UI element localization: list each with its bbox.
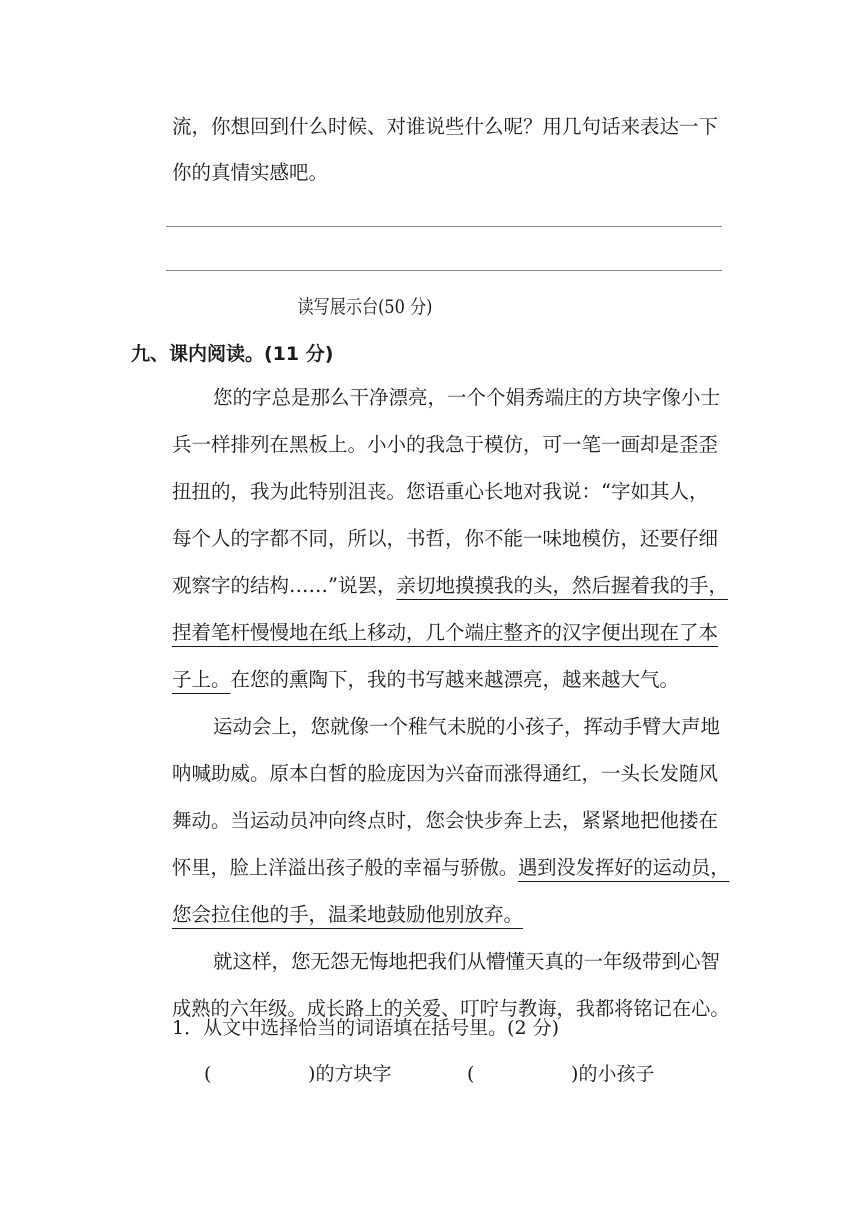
underlined-text: 子上。: [172, 668, 231, 691]
intro-line-2: 你的真情实感吧。: [172, 161, 329, 184]
passage-line: 每个人的字都不同，所以，书哲，你不能一味地模仿，还要仔细: [172, 527, 719, 550]
passage-line: 运动会上，您就像一个稚气未脱的小孩子，挥动手臂大声地: [213, 715, 721, 738]
answer-blank-1[interactable]: ( )的方块字: [204, 1063, 392, 1085]
underlined-text: 亲切地摸摸我的头，然后握着我的手，: [396, 574, 728, 597]
passage-line: 舞动。当运动员冲向终点时，您会快步奔上去，紧紧地把他搂在: [172, 809, 719, 832]
passage-line: 呐喊助威。原本白皙的脸庞因为兴奋而涨得通红，一头长发随风: [172, 762, 719, 785]
passage-line: [172, 670, 679, 690]
answer-line-2: [166, 270, 722, 271]
question-1-prompt: 1．从文中选择恰当的词语填在括号里。(2 分): [172, 1017, 560, 1039]
question-heading: 九、课内阅读。(11 分): [131, 343, 334, 365]
passage-line: 扭扭的，我为此特别沮丧。您语重心长地对我说：“字如其人，: [172, 480, 709, 503]
passage-text: 在您的熏陶下，我的书写越来越漂亮，越来越大气。: [230, 668, 680, 691]
passage-text: 观察字的结构……”说罢，: [172, 574, 397, 597]
answer-blank-2[interactable]: ( )的小孩子: [467, 1063, 655, 1085]
answer-line-1: [166, 226, 722, 227]
intro-line-1: 流，你想回到什么时候、对谁说些什么呢？用几句话来表达一下: [172, 115, 719, 138]
passage-line: 成熟的六年级。成长路上的关爱、叮咛与教诲，我都将铭记在心。: [172, 997, 730, 1020]
passage-line: 您会拉住他的手，温柔地鼓励他别放弃。: [172, 903, 524, 926]
passage-line: 兵一样排列在黑板上。小小的我急于模仿，可一笔一画却是歪歪: [172, 433, 719, 456]
passage-line: 就这样，您无怨无悔地把我们从懵懂天真的一年级带到心智: [213, 950, 721, 973]
passage-line: [172, 858, 730, 878]
passage-text: 怀里，脸上洋溢出孩子般的幸福与骄傲。: [172, 856, 519, 879]
section-title: 读写展示台(50 分): [297, 296, 433, 318]
passage-line: 您的字总是那么干净漂亮，一个个娟秀端庄的方块字像小士: [213, 386, 721, 409]
underlined-text: 遇到没发挥好的运动员，: [518, 856, 730, 879]
passage-line: 捏着笔杆慢慢地在纸上移动，几个端庄整齐的汉字便出现在了本: [172, 621, 719, 644]
passage-line: [172, 576, 728, 596]
